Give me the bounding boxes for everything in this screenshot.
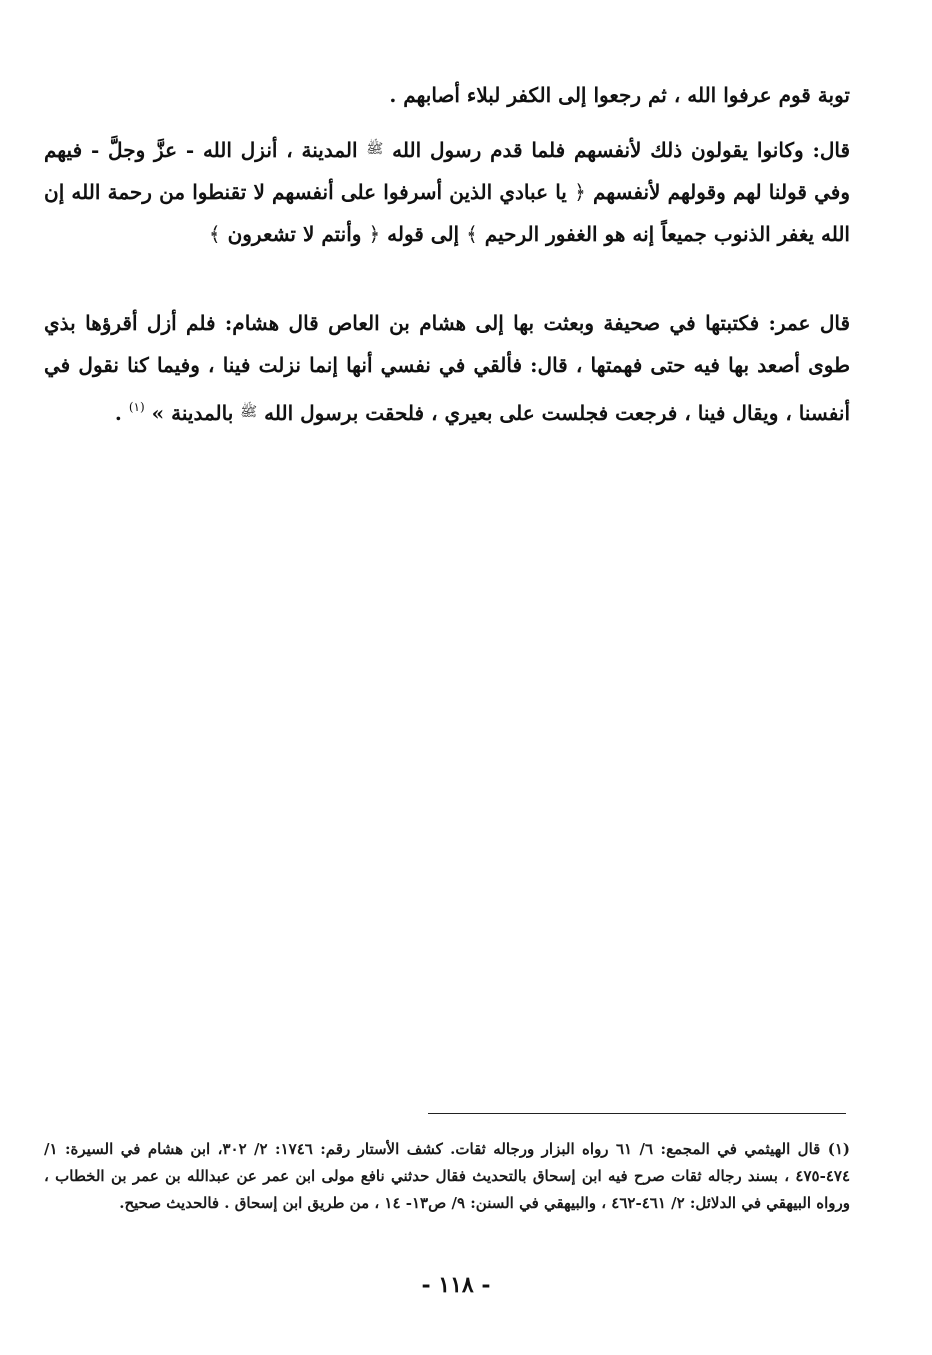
footnote-divider bbox=[428, 1113, 846, 1114]
paragraph-1-text: توبة قوم عرفوا الله ، ثم رجعوا إلى الكفر لبلاء أصابهم . bbox=[389, 83, 850, 107]
footnote-reference[interactable]: (١) bbox=[128, 400, 145, 414]
paragraph-3-text-b: بالمدينة » bbox=[151, 401, 234, 425]
ornate-bracket-open: ﴿ bbox=[368, 222, 381, 246]
ornate-bracket-open: ﴿ bbox=[574, 180, 586, 204]
paragraph-3-end: . bbox=[114, 401, 122, 425]
ornate-bracket-close: ﴾ bbox=[208, 222, 221, 246]
quran-verse-2: وأنتم لا تشعرون bbox=[227, 222, 362, 246]
salutation-glyph: ﷺ bbox=[240, 404, 258, 420]
paragraph-3-text-a: قال عمر: فكتبتها في صحيفة وبعثت بها إلى هشام بن العاص قال هشام: فلم أزل أقرؤها بذي طوى أصعد بها فيه حتى فهمتها ، قال: فألقي في نفسي أنها إنما نزلت فينا ، وفيما كنا نقول في أنفسنا ، ويقال فينا ، فرجعت فجلست على بعيري ، فلحقت برسول الله bbox=[44, 311, 851, 425]
page-number: - ١١٨ - bbox=[421, 1272, 491, 1298]
paragraph-2-text-a: قال: وكانوا يقولون ذلك لأنفسهم فلما قدم رسول الله bbox=[392, 138, 851, 162]
footnote bbox=[44, 1136, 850, 1217]
paragraph-3 bbox=[44, 302, 850, 434]
paragraph-2 bbox=[44, 128, 850, 255]
footnote-text: (١) قال الهيثمي في المجمع: ٦/ ٦١ رواه البزار ورجاله ثقات. كشف الأستار رقم: ١٧٤٦: ٢/ ٣٠٢، ابن هشام في السيرة: ١/ ٤٧٤-٤٧٥ ، بسند رجاله ثقات صرح فيه ابن إسحاق بالتحديث فقال حدثني نافع مولى ابن عمر عن عبدالله بن عمر بن الخطاب ، ورواه البيهقي في الدلائل: ٢/ ٤٦١-٤٦٢ ، والبيهقي في السنن: ٩/ ص١٣- ١٤ ، من طريق ابن إسحاق . فالحديث صحيح. bbox=[44, 1140, 851, 1212]
ornate-bracket-close: ﴾ bbox=[466, 222, 478, 246]
paragraph-2-text-c: إلى قوله bbox=[387, 222, 460, 246]
quran-verse-1: يا عبادي الذين أسرفوا على أنفسهم لا تقنطوا من رحمة الله إن الله يغفر الذنوب جميعاً إنه هو الغفور الرحيم bbox=[44, 180, 850, 246]
salutation-glyph: ﷺ bbox=[366, 141, 384, 157]
paragraph-1 bbox=[44, 74, 850, 116]
paragraph-2-text-b: المدينة ، أنزل الله - عزَّ وجلَّ - فيهم وفي قولنا لهم وقولهم لأنفسهم bbox=[44, 138, 851, 204]
